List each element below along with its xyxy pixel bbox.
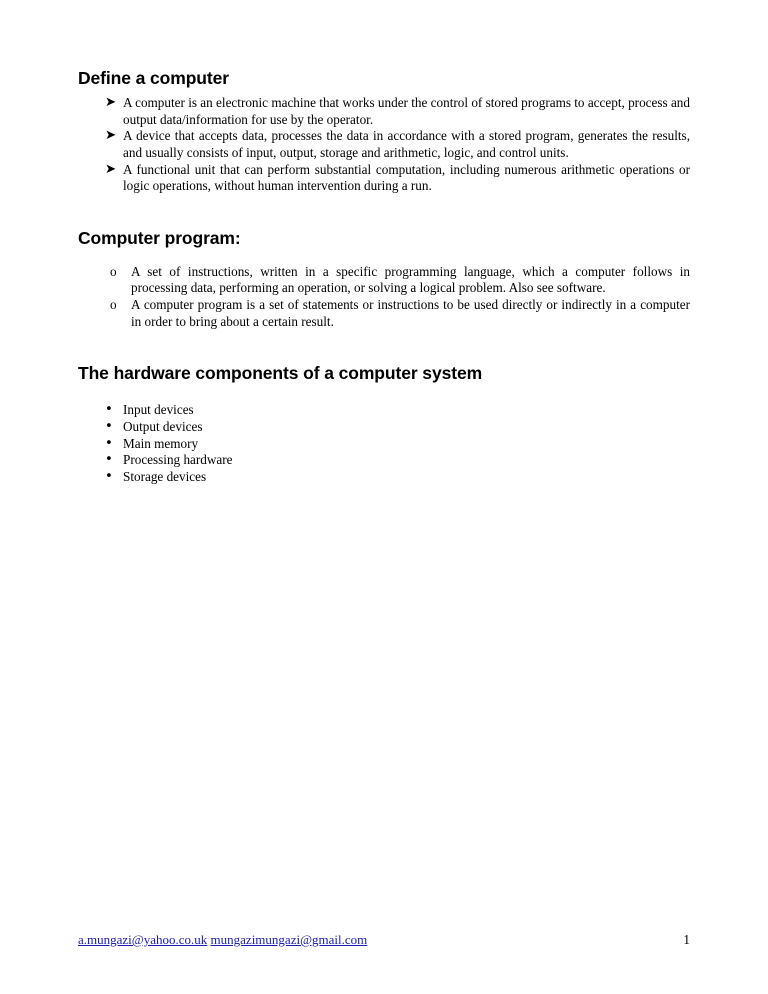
hardware-components-list xyxy=(78,402,690,485)
list-item-text: Input devices xyxy=(123,402,194,418)
list-item-text: Main memory xyxy=(123,435,199,451)
page-footer xyxy=(78,931,690,951)
footer-email-links xyxy=(78,931,367,948)
list-item-text: Storage devices xyxy=(123,468,207,484)
list-item xyxy=(105,452,690,469)
disc-bullet-icon: • xyxy=(105,468,113,484)
list-item xyxy=(105,95,690,128)
list-item xyxy=(105,436,690,453)
list-item-text: A functional unit that can perform substantial computation, including numerous arithmetic operations or logic operations, without human intervention during a run. xyxy=(123,161,690,194)
page-number: 1 xyxy=(683,932,690,947)
circle-bullet-icon: o xyxy=(110,297,117,312)
list-item-text: A device that accepts data, processes the data in accordance with a stored program, generates the results, and usually consists of input, output, storage and arithmetic, logic, and control units. xyxy=(123,128,690,160)
list-item xyxy=(110,264,690,297)
computer-program-list xyxy=(78,264,690,330)
list-item-text: Output devices xyxy=(123,418,203,434)
disc-bullet-icon: • xyxy=(105,435,113,451)
section-heading-hardware-components: The hardware components of a computer system xyxy=(78,363,483,384)
email-link-gmail[interactable]: mungazimungazi@gmail.com xyxy=(210,932,368,947)
disc-bullet-icon: • xyxy=(105,402,113,418)
list-item xyxy=(105,419,690,436)
document-body xyxy=(78,68,690,485)
list-item xyxy=(105,128,690,161)
list-item xyxy=(105,402,690,419)
list-item xyxy=(105,162,690,195)
arrow-bullet-icon: ➤ xyxy=(105,161,117,177)
disc-bullet-icon: • xyxy=(105,452,113,468)
arrow-bullet-icon: ➤ xyxy=(105,128,117,144)
list-item-text: Processing hardware xyxy=(123,452,233,468)
email-link-yahoo[interactable]: a.mungazi@yahoo.co.uk xyxy=(78,932,208,947)
circle-bullet-icon: o xyxy=(110,263,117,279)
list-item-text: A computer is an electronic machine that works under the control of stored programs to accept, process and output data/information for use by the operator. xyxy=(123,95,690,127)
disc-bullet-icon: • xyxy=(105,418,113,434)
definition-list xyxy=(78,95,690,195)
list-item xyxy=(105,469,690,486)
list-item xyxy=(110,297,690,330)
section-heading-define-a-computer: Define a computer xyxy=(78,68,229,88)
arrow-bullet-icon: ➤ xyxy=(105,95,117,111)
list-item-text: A set of instructions, written in a specific programming language, which a computer follows in processing data, performing an operation, or solving a logical problem. Also see software. xyxy=(131,263,690,296)
section-heading-computer-program: Computer program: xyxy=(78,227,241,248)
list-item-text: A computer program is a set of statements or instructions to be used directly or indirectly in a computer in order to bring about a certain result. xyxy=(131,297,690,329)
